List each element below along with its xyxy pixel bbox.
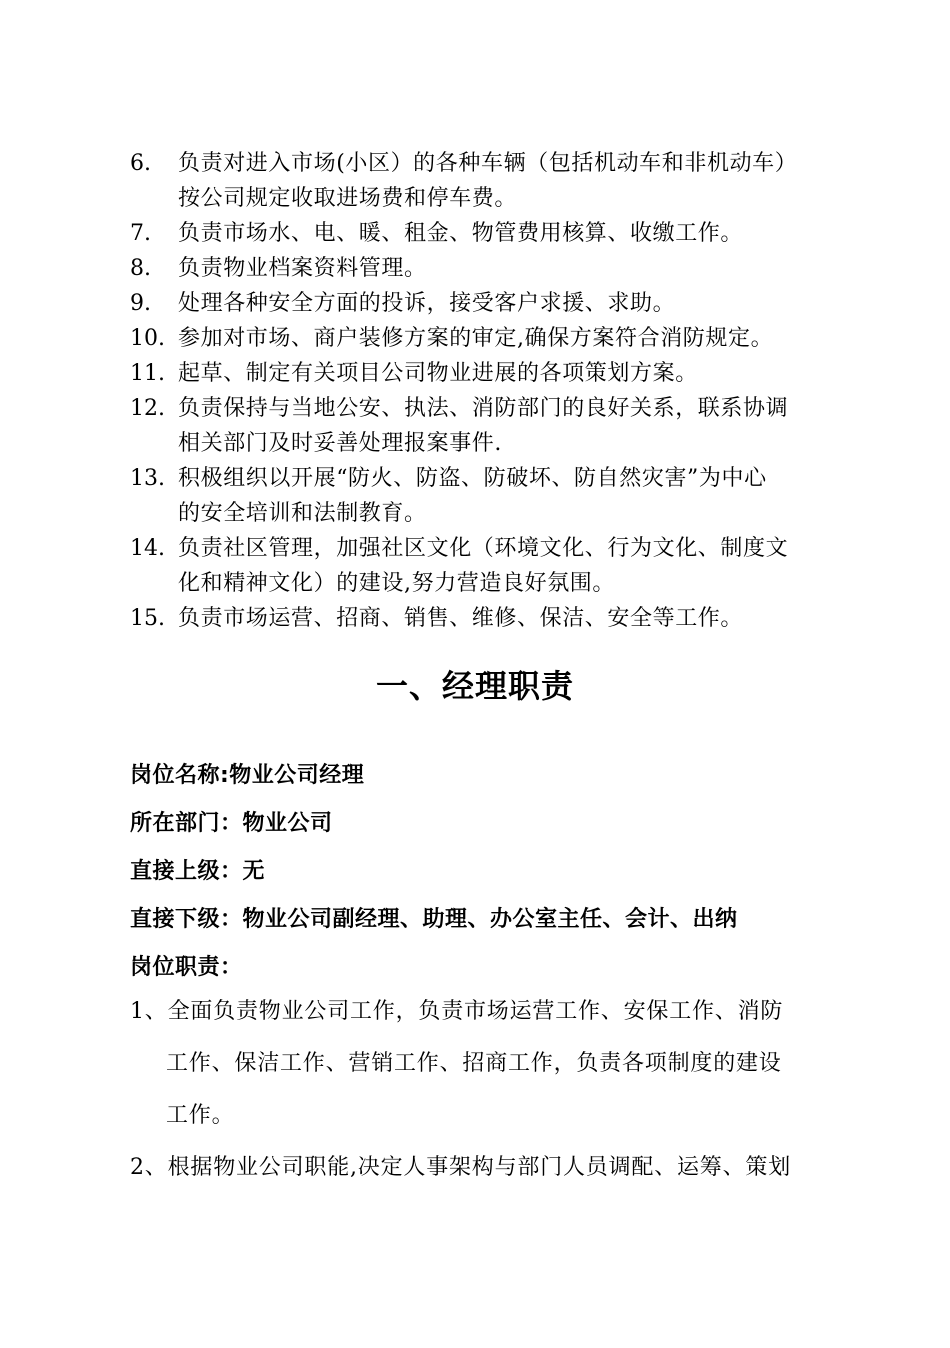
list-item [130,391,830,461]
list-line: 积极组织以开展“防火、防盗、防破坏、防自然灾害”为中心 [178,466,767,491]
list-line: 相关部门及时妥善处理报案事件. [178,431,502,456]
duty-line: 工作、保洁工作、营销工作、招商工作，负责各项制度的建设 [166,1051,782,1076]
list-item [130,321,830,356]
numbered-list [130,146,830,636]
duty-line: 工作。 [166,1103,235,1128]
list-text: 参加对市场、商户装修方案的审定,确保方案符合消防规定。 [178,326,774,351]
direct-superior: 直接上级：无 [130,859,266,884]
list-item [130,461,830,531]
list-text [178,461,830,531]
department: 所在部门：物业公司 [130,811,333,836]
list-number: 6. [130,151,151,176]
list-number: 15. [130,606,165,631]
list-line: 按公司规定收取进场费和停车费。 [178,186,518,211]
list-item [130,601,830,636]
position-name: 岗位名称:物业公司经理 [130,763,365,788]
duties-label: 岗位职责： [130,955,243,980]
list-text: 负责物业档案资料管理。 [178,256,427,281]
list-text: 负责市场运营、招商、销售、维修、保洁、安全等工作。 [178,606,744,631]
list-text [178,391,830,461]
list-text [178,146,830,216]
direct-subordinates: 直接下级：物业公司副经理、助理、办公室主任、会计、出纳 [130,907,738,932]
list-item [130,531,830,601]
duty-line: 1、全面负责物业公司工作，负责市场运营工作、安保工作、消防 [130,999,784,1024]
list-line: 负责社区管理，加强社区文化（环境文化、行为文化、制度文 [178,536,789,561]
list-item [130,216,830,251]
duty-item [130,1142,830,1194]
duty-item [130,986,830,1142]
list-number: 14. [130,536,165,561]
list-text [178,531,830,601]
list-number: 11. [130,361,165,386]
list-line: 的安全培训和法制教育。 [178,501,427,526]
list-number: 7. [130,221,151,246]
list-line: 化和精神文化）的建设,努力营造良好氛围。 [178,571,615,596]
list-item [130,251,830,286]
section-title: 一、经理职责 [375,667,574,705]
list-number: 12. [130,396,165,421]
list-item [130,146,830,216]
list-text: 处理各种安全方面的投诉，接受客户求援、求助。 [178,291,676,316]
list-item [130,356,830,391]
list-line: 负责保持与当地公安、执法、消防部门的良好关系，联系协调 [178,396,789,421]
list-text: 起草、制定有关项目公司物业进展的各项策划方案。 [178,361,698,386]
list-number: 9. [130,291,151,316]
list-line: 负责对进入市场(小区）的各种车辆（包括机动车和非机动车） [178,151,798,176]
duty-line: 2、根据物业公司职能,决定人事架构与部门人员调配、运筹、策划 [130,1155,791,1180]
list-number: 10. [130,326,165,351]
list-item [130,286,830,321]
list-number: 8. [130,256,151,281]
list-text: 负责市场水、电、暖、租金、物管费用核算、收缴工作。 [178,221,744,246]
list-number: 13. [130,466,165,491]
